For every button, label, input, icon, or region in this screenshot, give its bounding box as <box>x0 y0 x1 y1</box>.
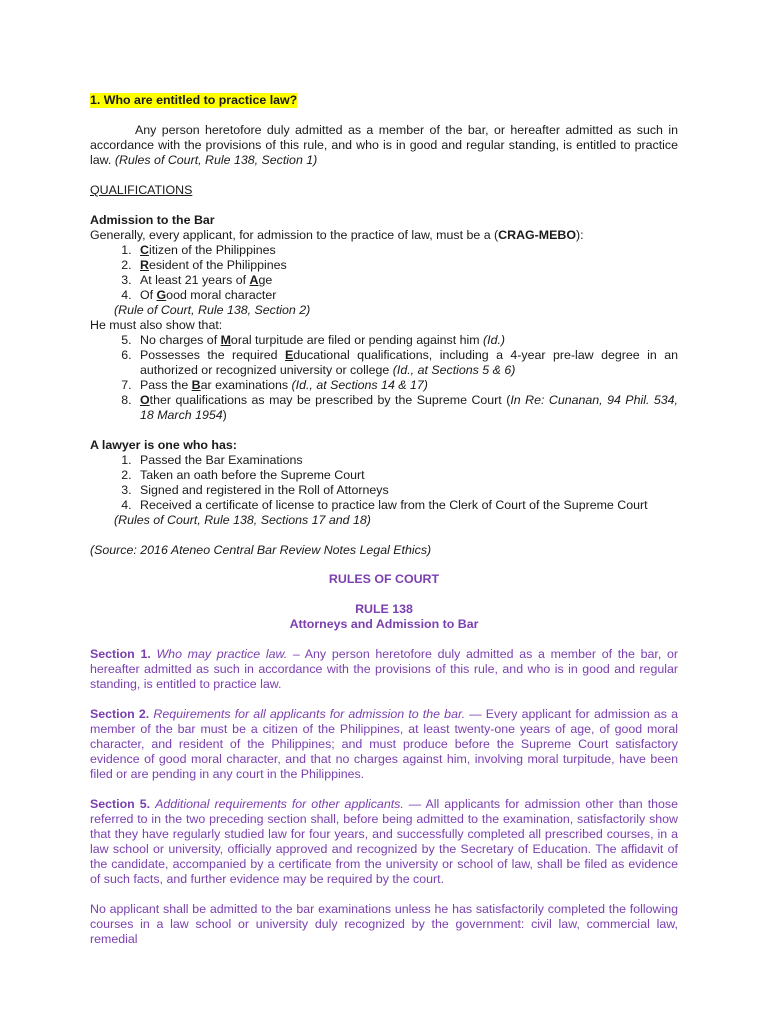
section-body: Any person heretofore duly admitted as a member of the bar, or hereafter admitted as such in accordance with the provisions of this rule, and who is in good and regular standing, is entitled to practice law. <box>90 647 679 691</box>
list-item <box>135 288 678 303</box>
list-item <box>135 378 678 393</box>
list-item: 2. Taken an oath before the Supreme Court <box>135 468 678 483</box>
document-page <box>90 93 678 947</box>
rule-title: Attorneys and Admission to Bar <box>289 617 479 631</box>
intro-text: Any person heretofore duly admitted as a member of the bar, or hereafter admitted as such in accordance with the provisions of this rule, and who is in good and regular standing, is entitled to practice law. <box>90 123 678 167</box>
item-text-post: itizen of the Philippines <box>148 243 276 257</box>
section-label: Section 1. <box>90 647 151 661</box>
item-key-letter: G <box>156 288 167 302</box>
item-cite: In Re: Cunanan, 94 Phil. 534, 18 March 1954 <box>140 393 678 422</box>
list-item <box>135 258 678 273</box>
section-head: Who may practice law. <box>156 647 288 661</box>
item-cite: (Id., at Sections 14 & 17) <box>291 378 428 392</box>
item-key-letter: C <box>140 243 149 257</box>
acronym: CRAG-MEBO <box>498 228 576 242</box>
item-text-post: ar examinations <box>200 378 292 392</box>
item-text-pre: No charges of <box>140 333 221 347</box>
section-label: Section 5. <box>90 797 151 811</box>
rule-number: RULE 138 <box>355 602 413 616</box>
section-sep: — <box>465 707 486 721</box>
items-cite: (Rule of Court, Rule 138, Section 2) <box>114 303 311 317</box>
lawyer-list <box>90 453 678 513</box>
list-item: 1. Passed the Bar Examinations <box>135 453 678 468</box>
item-text-post: oral turpitude are filed or pending against him <box>230 333 484 347</box>
item-cite: (Id., at Sections 5 & 6) <box>392 363 516 377</box>
list-item: 3. Signed and registered in the Roll of Attorneys <box>135 483 678 498</box>
also-show: He must also show that: <box>90 318 223 332</box>
admission-lead-end: ): <box>575 228 584 242</box>
item-key-letter: B <box>191 378 201 392</box>
item-text-post: ge <box>258 273 273 287</box>
list-item <box>135 393 678 423</box>
question-heading: 1. Who are entitled to practice law? <box>90 93 298 107</box>
section-head: Additional requirements for other applicants. <box>155 797 404 811</box>
list-item <box>135 348 678 378</box>
item-text-post: ducational qualifications, including a 4-year pre-law degree in an authorized or recognized university or college <box>140 348 678 377</box>
item-text-pre: Pass the <box>140 378 192 392</box>
qualifications-list-2 <box>90 333 678 423</box>
item-text-after: ) <box>222 408 227 422</box>
item-key-letter: O <box>140 393 150 407</box>
section-sep: — <box>403 797 426 811</box>
source-note: (Source: 2016 Ateneo Central Bar Review Notes Legal Ethics) <box>90 543 432 557</box>
lawyer-cite: (Rules of Court, Rule 138, Sections 17 and 18) <box>114 513 371 527</box>
item-text-post: ood moral character <box>166 288 277 302</box>
qualifications-heading: QUALIFICATIONS <box>90 183 193 197</box>
intro-paragraph <box>90 123 678 168</box>
section-label: Section 2. <box>90 707 150 721</box>
rules-title: RULES OF COURT <box>328 572 440 586</box>
section-sep: – <box>287 647 305 661</box>
item-cite: (Id.) <box>483 333 506 347</box>
item-key-letter: A <box>249 273 259 287</box>
intro-cite: (Rules of Court, Rule 138, Section 1) <box>114 153 318 167</box>
lawyer-heading: A lawyer is one who has: <box>90 438 237 452</box>
admission-heading: Admission to the Bar <box>90 213 215 227</box>
admission-lead-text: Generally, every applicant, for admission to the practice of law, must be a ( <box>90 228 499 242</box>
item-text-post: esident of the Philippines <box>148 258 287 272</box>
item-key-letter: E <box>284 348 294 362</box>
qualifications-list-1 <box>90 243 678 303</box>
item-key-letter: M <box>220 333 231 347</box>
list-item <box>135 333 678 348</box>
rules-block <box>90 572 678 947</box>
item-key-letter: R <box>140 258 149 272</box>
item-text-pre: At least 21 years of <box>140 273 250 287</box>
item-text-pre: Of <box>140 288 157 302</box>
item-text-pre: Possesses the required <box>140 348 285 362</box>
item-text-post: ther qualifications as may be prescribed by the Supreme Court ( <box>149 393 511 407</box>
section-body: Every applicant for admission as a member of the bar must be a citizen of the Philippines, at least twenty-one years of age, of good moral character, and resident of the Philippines; and must produce before the Supreme Court satisfactory evidence of good moral character, and that no charges against him, involving moral turpitude, have been filed or are pending in any court in the Philippines. <box>90 707 679 781</box>
list-item <box>135 273 678 288</box>
section-body: All applicants for admission other than those referred to in the two preceding section shall, before being admitted to the examination, satisfactorily show that they have regularly studied law for four years, and successfully completed all prescribed courses, in a law school or university, officially approved and recognized by the Secretary of Education. The affidavit of the candidate, accompanied by a certificate from the university or school of law, shall be filed as evidence of such facts, and further evidence may be required by the court. <box>90 797 679 886</box>
list-item <box>135 243 678 258</box>
closing-paragraph: No applicant shall be admitted to the bar examinations unless he has satisfactorily completed the following courses in a law school or university duly recognized by the government: civil law, commercial law, remedial <box>90 902 678 946</box>
section-paragraph <box>90 647 678 692</box>
section-paragraph <box>90 707 678 782</box>
admission-lead <box>90 228 678 243</box>
section-head: Requirements for all applicants for admission to the bar. <box>153 707 466 721</box>
section-paragraph <box>90 797 678 887</box>
sections-list <box>90 647 678 887</box>
list-item: 4. Received a certificate of license to practice law from the Clerk of Court of the Supreme Court <box>135 498 678 513</box>
